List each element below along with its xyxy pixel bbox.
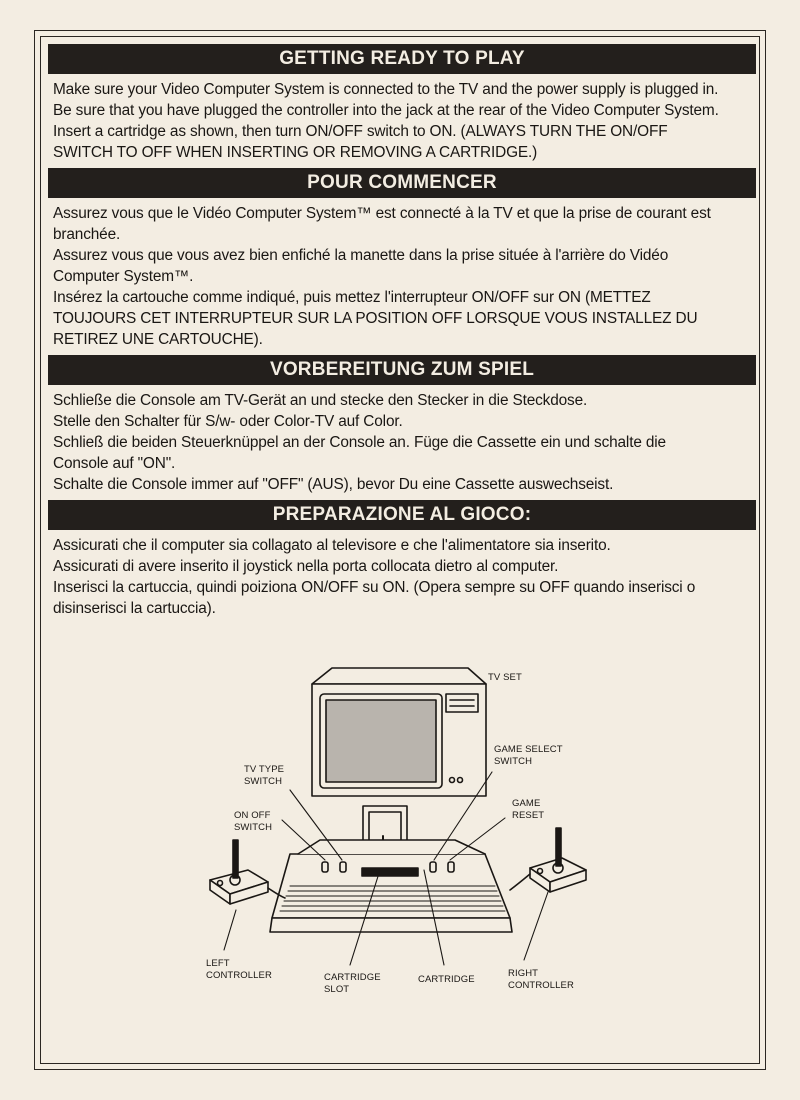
cartridge-label: CARTRIDGE <box>418 974 475 985</box>
right-joystick-drawing <box>510 828 586 892</box>
right-controller-label: RIGHT CONTROLLER <box>508 968 574 991</box>
game-select-label: GAME SELECT SWITCH <box>494 744 563 767</box>
tv-type-label: TV TYPE SWITCH <box>244 764 285 787</box>
instructions-content <box>48 44 756 624</box>
section-heading: POUR COMMENCER <box>48 168 756 198</box>
left-joystick-drawing <box>210 840 285 904</box>
section-french <box>48 168 756 355</box>
left-controller-label: LEFT CONTROLLER <box>206 958 272 981</box>
tv-set-label: TV SET <box>488 672 522 683</box>
section-text: Make sure your Video Computer System is connected to the TV and the power supply is plugged in. Be sure that you have plugged the controller into the jack at the rear of the Video Computer System. Insert a cartridge as shown, then turn ON/OFF switch to ON. (ALWAYS TURN THE ON/OFF SWITCH TO OFF WHEN INSERTING OR REMOVING A CARTRIDGE.) <box>53 81 719 161</box>
cartridge-slot-label: CARTRIDGE SLOT <box>324 972 381 995</box>
console-illustration <box>150 660 710 1000</box>
console-drawing <box>270 840 512 932</box>
section-italian <box>48 500 756 624</box>
section-heading: GETTING READY TO PLAY <box>48 44 756 74</box>
on-off-label: ON OFF SWITCH <box>234 810 273 833</box>
tv-set-drawing <box>312 668 486 796</box>
game-reset-label: GAME RESET <box>512 798 545 821</box>
section-german <box>48 355 756 500</box>
section-text: Assicurati che il computer sia collagato al televisore e che l'alimentatore sia inserito. Assicurati di avere inserito il joystick nella porta collocata dietro al computer. Inserisci la cartuccia, quindi poiziona ON/OFF su ON. (Opera sempre su OFF quando inserisci o disinserisci la cartuccia). <box>53 537 696 617</box>
section-heading: PREPARAZIONE AL GIOCO: <box>48 500 756 530</box>
section-english <box>48 44 756 168</box>
section-text: Schließe die Console am TV-Gerät an und stecke den Stecker in die Steckdose. Stelle den Schalter für S/w- oder Color-TV auf Color. Schließ die beiden Steuerknüppel an der Console an. Füge die Cassette ein und schalte die Console auf "ON". Schalte die Console immer auf "OFF" (AUS), bevor Du eine Cassette auswechseist. <box>53 392 666 493</box>
section-text: Assurez vous que le Vidéo Computer System™ est connecté à la TV et que la prise de courant est branchée. Assurez vous que vous avez bien enfiché la manette dans la prise située à l'arrière do Vidéo Computer System™. Insérez la cartouche comme indiqué, puis mettez l'interrupteur ON/OFF sur ON (METTEZ TOUJOURS CET INTERRUPTEUR SUR LA POSITION OFF LORSQUE VOUS INSTALLEZ DU RETIREZ UNE CARTOUCHE). <box>53 205 711 348</box>
section-heading: VORBEREITUNG ZUM SPIEL <box>48 355 756 385</box>
